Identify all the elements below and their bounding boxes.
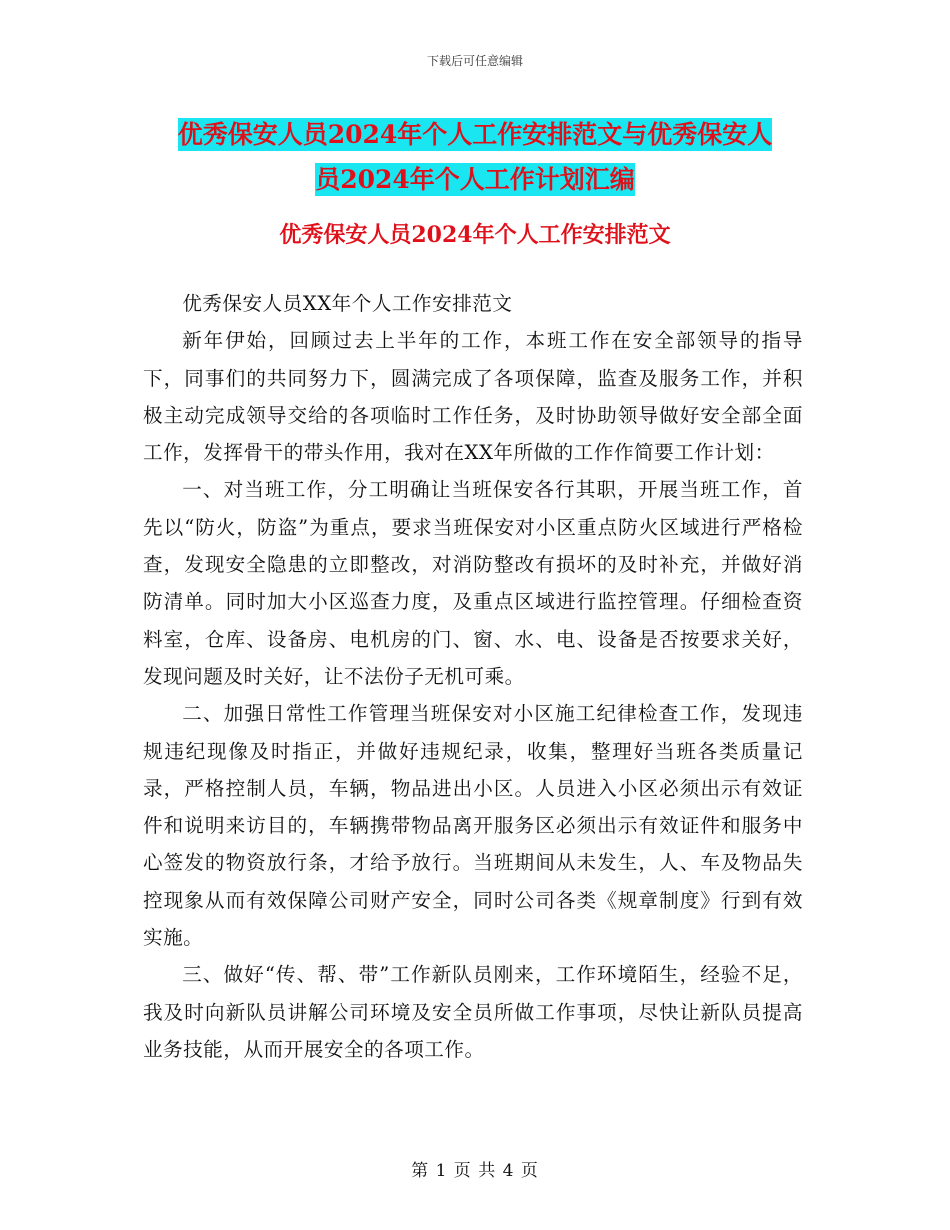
paragraph: 优秀保安人员XX年个人工作安排范文 bbox=[182, 292, 513, 315]
document-body bbox=[143, 285, 803, 1068]
header-note: 下载后可任意编辑 bbox=[426, 54, 523, 68]
paragraph: 三、做好“传、帮、带”工作新队员刚来，工作环境陌生，经验不足，我及时向新队员讲解公司环境及安全员所做工作事项，尽快让新队员提高业务技能，从而开展安全的各项工作。 bbox=[143, 963, 803, 1061]
section-title: 优秀保安人员2024年个人工作安排范文 bbox=[279, 222, 671, 248]
paragraph: 一、对当班工作，分工明确让当班保安各行其职，开展当班工作，首先以“防火，防盗”为重点，要求当班保安对小区重点防火区域进行严格检查，发现安全隐患的立即整改，对消防整改有损坏的及时补充，并做好消防清单。同时加大小区巡查力度，及重点区域进行监控管理。仔细检查资料室，仓库、设备房、电机房的门、窗、水、电、设备是否按要求关好，发现问题及时关好，让不法份子无机可乘。 bbox=[143, 478, 803, 688]
title-line-1: 优秀保安人员2024年个人工作安排范文与优秀保安人 bbox=[177, 120, 773, 149]
title-line-2: 员2024年个人工作计划汇编 bbox=[315, 165, 635, 194]
page-footer: 第 1 页 共 4 页 bbox=[411, 1161, 539, 1181]
document-title bbox=[140, 112, 810, 202]
paragraph: 新年伊始，回顾过去上半年的工作，本班工作在安全部领导的指导下，同事们的共同努力下，圆满完成了各项保障，监查及服务工作，并积极主动完成领导交给的各项临时工作任务，及时协助领导做好安全部全面工作，发挥骨干的带头作用，我对在XX年所做的工作作简要工作计划： bbox=[143, 329, 803, 465]
paragraph: 二、加强日常性工作管理当班保安对小区施工纪律检查工作，发现违规违纪现像及时指正，并做好违规纪录，收集，整理好当班各类质量记录，严格控制人员，车辆，物品进出小区。人员进入小区必须出示有效证件和说明来访目的，车辆携带物品离开服务区必须出示有效证件和服务中心签发的物资放行条，才给予放行。当班期间从未发生，人、车及物品失控现象从而有效保障公司财产安全，同时公司各类《规章制度》行到有效实施。 bbox=[143, 702, 803, 950]
